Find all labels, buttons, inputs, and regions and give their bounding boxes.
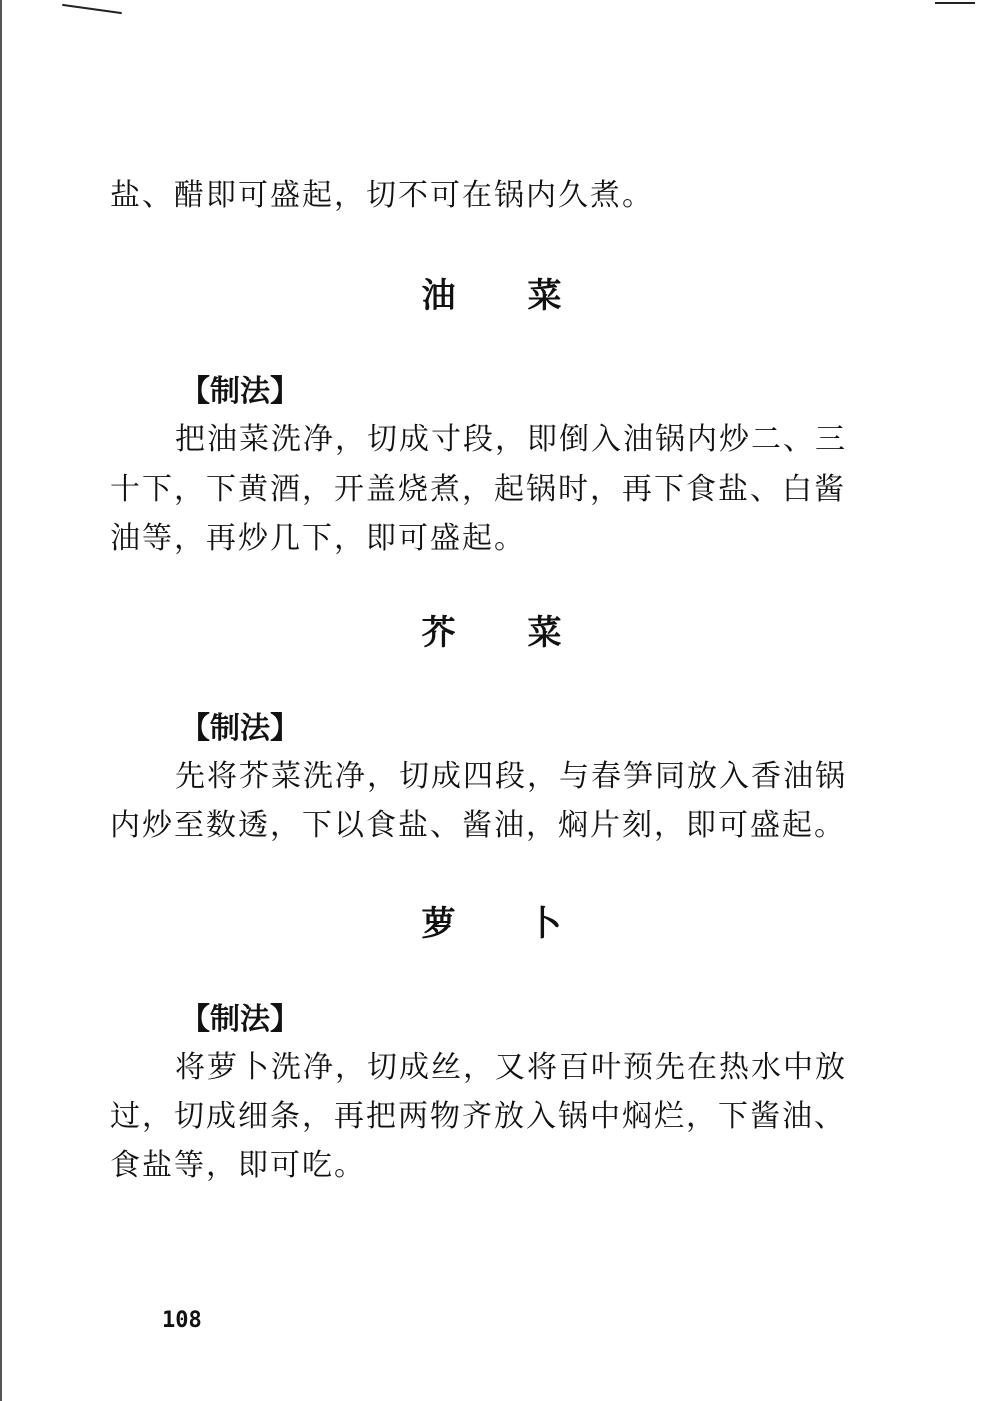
body-line: 十下，下黄酒，开盖烧煮，起锅时，再下食盐、白酱: [110, 472, 846, 507]
scan-artifact: [935, 2, 975, 4]
title-char: 卜: [527, 904, 562, 944]
body-line: 把油菜洗净，切成寸段，即倒入油锅内炒二、三: [175, 422, 847, 457]
page-edge: [0, 0, 2, 1401]
body-line: 过，切成细条，再把两物齐放入锅中焖烂，下酱油、: [110, 1099, 846, 1134]
continuation-line: 盐、醋即可盛起，切不可在锅内久煮。: [110, 178, 654, 213]
method-label: 【制法】: [180, 374, 300, 409]
title-char: 油: [421, 276, 456, 316]
body-line: 将萝卜洗净，切成丝，又将百叶预先在热水中放: [175, 1050, 847, 1085]
title-char: 菜: [527, 613, 562, 653]
body-line: 食盐等，即可吃。: [110, 1148, 366, 1183]
title-char: 芥: [421, 613, 456, 653]
method-label: 【制法】: [180, 1002, 300, 1037]
section-title: [0, 274, 983, 318]
page-number: 108: [162, 1308, 202, 1333]
method-label: 【制法】: [180, 711, 300, 746]
title-char: 萝: [421, 904, 456, 944]
title-char: 菜: [527, 276, 562, 316]
scan-artifact: [62, 4, 122, 14]
body-line: 先将芥菜洗净，切成四段，与春笋同放入香油锅: [175, 759, 847, 794]
body-line: 内炒至数透，下以食盐、酱油，焖片刻，即可盛起。: [110, 808, 846, 843]
section-title: [0, 611, 983, 655]
body-line: 油等，再炒几下，即可盛起。: [110, 521, 526, 556]
section-title: [0, 902, 983, 946]
